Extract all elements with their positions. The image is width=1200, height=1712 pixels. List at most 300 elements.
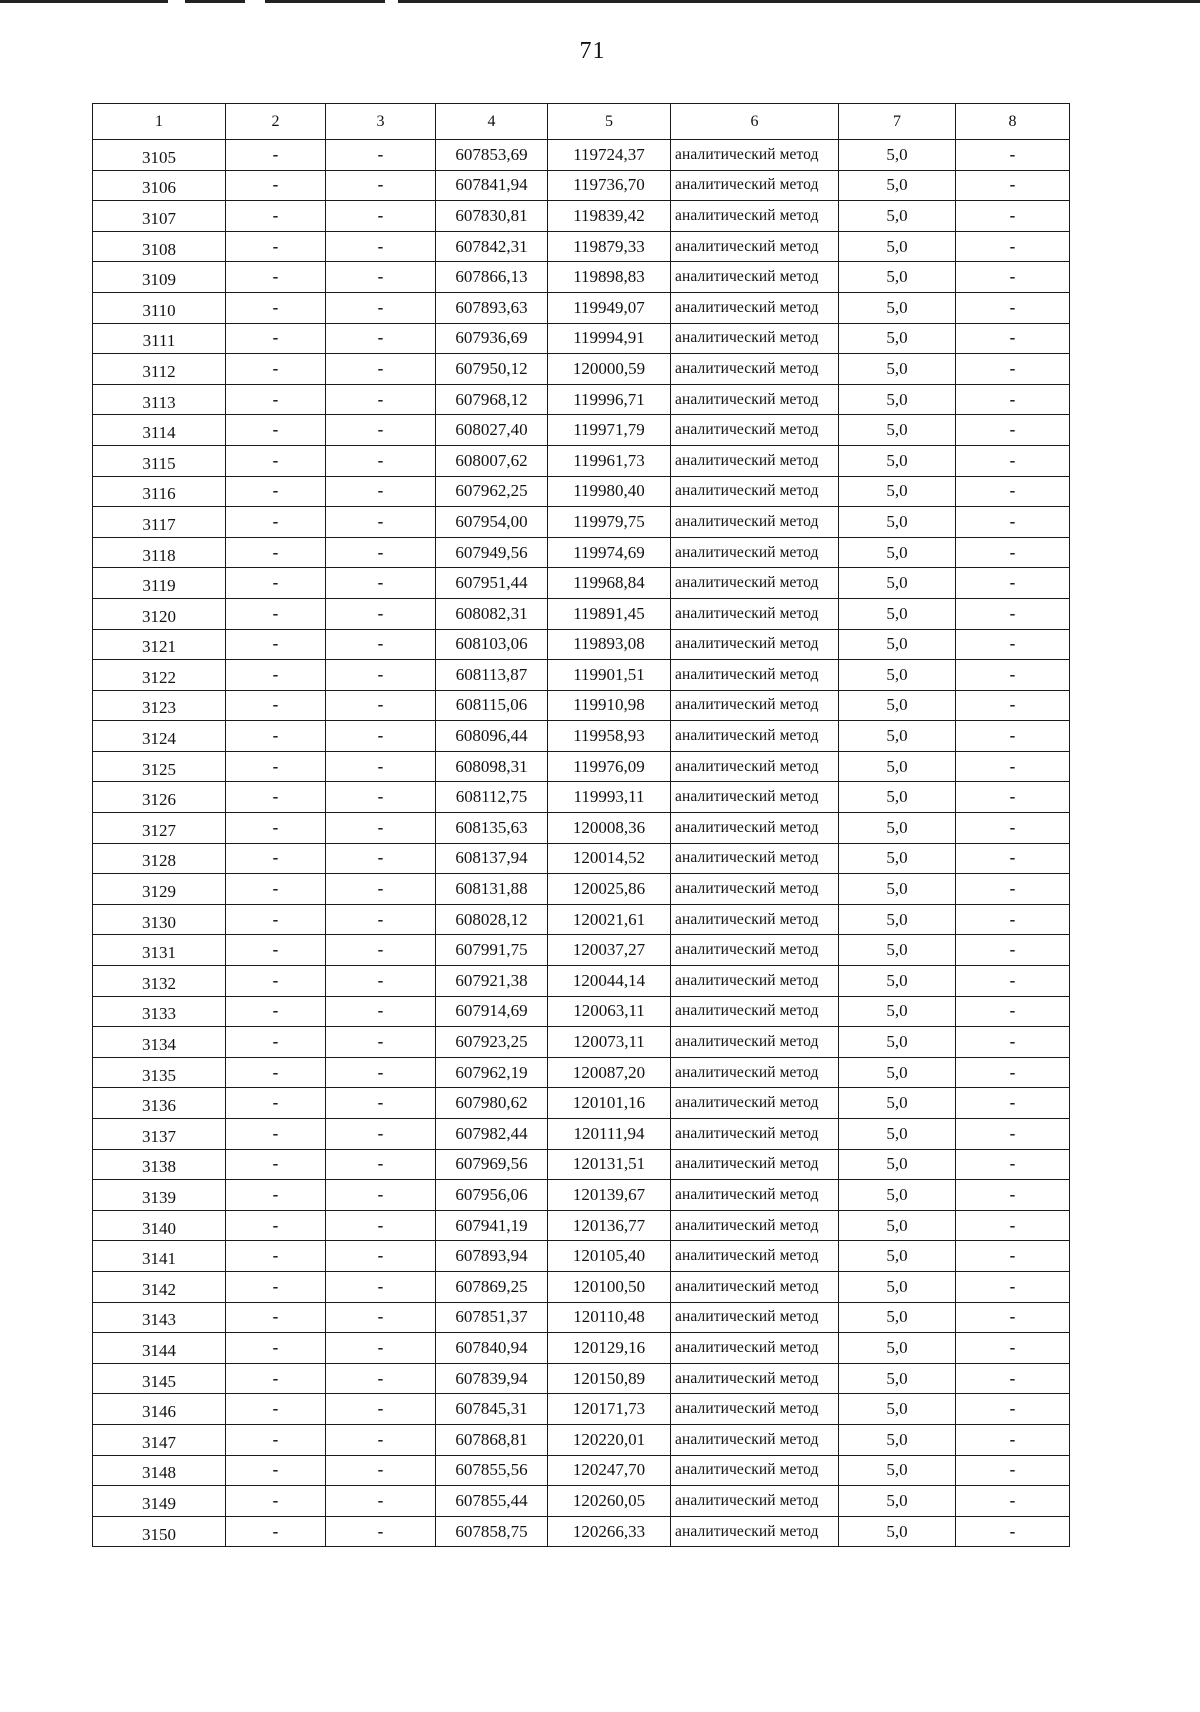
col8-cell: -	[956, 1119, 1070, 1150]
col2-cell: -	[226, 1302, 326, 1333]
method-cell: аналитический метод	[671, 874, 839, 905]
method-cell: аналитический метод	[671, 1302, 839, 1333]
point-number-cell: 3108	[93, 231, 226, 262]
col8-cell: -	[956, 1302, 1070, 1333]
col2-cell: -	[226, 323, 326, 354]
method-cell: аналитический метод	[671, 140, 839, 171]
accuracy-cell: 5,0	[839, 1394, 956, 1425]
col3-cell: -	[326, 445, 436, 476]
col3-cell: -	[326, 1119, 436, 1150]
method-cell: аналитический метод	[671, 782, 839, 813]
column-header: 1	[93, 104, 226, 140]
col3-cell: -	[326, 721, 436, 752]
col3-cell: -	[326, 201, 436, 232]
col8-cell: -	[956, 1180, 1070, 1211]
col2-cell: -	[226, 1333, 326, 1364]
y-coordinate-cell: 120073,11	[548, 1027, 671, 1058]
table-row	[93, 904, 1070, 935]
x-coordinate-cell: 608137,94	[436, 843, 548, 874]
col2-cell: -	[226, 1486, 326, 1517]
col3-cell: -	[326, 292, 436, 323]
col3-cell: -	[326, 690, 436, 721]
col2-cell: -	[226, 660, 326, 691]
method-cell: аналитический метод	[671, 1088, 839, 1119]
col3-cell: -	[326, 1088, 436, 1119]
x-coordinate-cell: 607936,69	[436, 323, 548, 354]
col3-cell: -	[326, 629, 436, 660]
col2-cell: -	[226, 904, 326, 935]
col3-cell: -	[326, 996, 436, 1027]
point-number-cell: 3145	[93, 1363, 226, 1394]
x-coordinate-cell: 608098,31	[436, 751, 548, 782]
table-row	[93, 629, 1070, 660]
method-cell: аналитический метод	[671, 170, 839, 201]
point-number-cell: 3142	[93, 1271, 226, 1302]
col2-cell: -	[226, 629, 326, 660]
y-coordinate-cell: 119968,84	[548, 568, 671, 599]
accuracy-cell: 5,0	[839, 874, 956, 905]
method-cell: аналитический метод	[671, 1455, 839, 1486]
accuracy-cell: 5,0	[839, 445, 956, 476]
col2-cell: -	[226, 1516, 326, 1547]
col3-cell: -	[326, 354, 436, 385]
y-coordinate-cell: 120100,50	[548, 1271, 671, 1302]
y-coordinate-cell: 119996,71	[548, 384, 671, 415]
method-cell: аналитический метод	[671, 445, 839, 476]
table-row	[93, 1241, 1070, 1272]
accuracy-cell: 5,0	[839, 1516, 956, 1547]
table-row	[93, 1180, 1070, 1211]
table-row	[93, 1302, 1070, 1333]
table-row	[93, 751, 1070, 782]
col2-cell: -	[226, 1088, 326, 1119]
y-coordinate-cell: 119898,83	[548, 262, 671, 293]
col2-cell: -	[226, 140, 326, 171]
point-number-cell: 3112	[93, 354, 226, 385]
point-number-cell: 3135	[93, 1057, 226, 1088]
y-coordinate-cell: 120111,94	[548, 1119, 671, 1150]
x-coordinate-cell: 607949,56	[436, 537, 548, 568]
x-coordinate-cell: 607969,56	[436, 1149, 548, 1180]
accuracy-cell: 5,0	[839, 1027, 956, 1058]
point-number-cell: 3106	[93, 170, 226, 201]
column-header: 5	[548, 104, 671, 140]
y-coordinate-cell: 120025,86	[548, 874, 671, 905]
point-number-cell: 3126	[93, 782, 226, 813]
x-coordinate-cell: 608135,63	[436, 813, 548, 844]
point-number-cell: 3125	[93, 751, 226, 782]
accuracy-cell: 5,0	[839, 1241, 956, 1272]
col8-cell: -	[956, 721, 1070, 752]
method-cell: аналитический метод	[671, 690, 839, 721]
accuracy-cell: 5,0	[839, 996, 956, 1027]
col2-cell: -	[226, 201, 326, 232]
method-cell: аналитический метод	[671, 1241, 839, 1272]
y-coordinate-cell: 120150,89	[548, 1363, 671, 1394]
col2-cell: -	[226, 568, 326, 599]
col8-cell: -	[956, 1455, 1070, 1486]
col3-cell: -	[326, 935, 436, 966]
point-number-cell: 3118	[93, 537, 226, 568]
col2-cell: -	[226, 292, 326, 323]
point-number-cell: 3114	[93, 415, 226, 446]
col3-cell: -	[326, 1424, 436, 1455]
point-number-cell: 3136	[93, 1088, 226, 1119]
accuracy-cell: 5,0	[839, 1486, 956, 1517]
point-number-cell: 3130	[93, 904, 226, 935]
method-cell: аналитический метод	[671, 966, 839, 997]
x-coordinate-cell: 607893,94	[436, 1241, 548, 1272]
col3-cell: -	[326, 660, 436, 691]
x-coordinate-cell: 607962,25	[436, 476, 548, 507]
table-row	[93, 935, 1070, 966]
col8-cell: -	[956, 996, 1070, 1027]
table-row	[93, 1027, 1070, 1058]
column-header: 4	[436, 104, 548, 140]
method-cell: аналитический метод	[671, 323, 839, 354]
accuracy-cell: 5,0	[839, 843, 956, 874]
col2-cell: -	[226, 1271, 326, 1302]
accuracy-cell: 5,0	[839, 629, 956, 660]
col3-cell: -	[326, 1241, 436, 1272]
col2-cell: -	[226, 445, 326, 476]
col2-cell: -	[226, 751, 326, 782]
col3-cell: -	[326, 874, 436, 905]
page-number: 71	[579, 38, 606, 64]
col8-cell: -	[956, 874, 1070, 905]
col2-cell: -	[226, 262, 326, 293]
table-row	[93, 874, 1070, 905]
point-number-cell: 3115	[93, 445, 226, 476]
x-coordinate-cell: 607914,69	[436, 996, 548, 1027]
x-coordinate-cell: 607962,19	[436, 1057, 548, 1088]
table-row	[93, 354, 1070, 385]
table-row	[93, 201, 1070, 232]
col3-cell: -	[326, 231, 436, 262]
point-number-cell: 3120	[93, 598, 226, 629]
x-coordinate-cell: 607954,00	[436, 507, 548, 538]
col8-cell: -	[956, 782, 1070, 813]
point-number-cell: 3124	[93, 721, 226, 752]
accuracy-cell: 5,0	[839, 1057, 956, 1088]
method-cell: аналитический метод	[671, 1333, 839, 1364]
x-coordinate-cell: 608103,06	[436, 629, 548, 660]
table-row	[93, 476, 1070, 507]
col2-cell: -	[226, 721, 326, 752]
col3-cell: -	[326, 415, 436, 446]
y-coordinate-cell: 120110,48	[548, 1302, 671, 1333]
table-row	[93, 721, 1070, 752]
accuracy-cell: 5,0	[839, 1271, 956, 1302]
table-row	[93, 1486, 1070, 1517]
table-row	[93, 813, 1070, 844]
accuracy-cell: 5,0	[839, 507, 956, 538]
col8-cell: -	[956, 1241, 1070, 1272]
method-cell: аналитический метод	[671, 415, 839, 446]
point-number-cell: 3127	[93, 813, 226, 844]
col3-cell: -	[326, 1455, 436, 1486]
method-cell: аналитический метод	[671, 1210, 839, 1241]
col8-cell: -	[956, 1088, 1070, 1119]
accuracy-cell: 5,0	[839, 1088, 956, 1119]
col2-cell: -	[226, 170, 326, 201]
method-cell: аналитический метод	[671, 201, 839, 232]
y-coordinate-cell: 120247,70	[548, 1455, 671, 1486]
col2-cell: -	[226, 813, 326, 844]
y-coordinate-cell: 119901,51	[548, 660, 671, 691]
table-row	[93, 140, 1070, 171]
col3-cell: -	[326, 751, 436, 782]
col2-cell: -	[226, 690, 326, 721]
accuracy-cell: 5,0	[839, 170, 956, 201]
x-coordinate-cell: 607951,44	[436, 568, 548, 599]
x-coordinate-cell: 608096,44	[436, 721, 548, 752]
x-coordinate-cell: 607868,81	[436, 1424, 548, 1455]
col8-cell: -	[956, 1516, 1070, 1547]
x-coordinate-cell: 607830,81	[436, 201, 548, 232]
method-cell: аналитический метод	[671, 537, 839, 568]
y-coordinate-cell: 119976,09	[548, 751, 671, 782]
x-coordinate-cell: 607853,69	[436, 140, 548, 171]
y-coordinate-cell: 119974,69	[548, 537, 671, 568]
col2-cell: -	[226, 1394, 326, 1425]
table-row	[93, 415, 1070, 446]
y-coordinate-cell: 120139,67	[548, 1180, 671, 1211]
x-coordinate-cell: 608027,40	[436, 415, 548, 446]
y-coordinate-cell: 120129,16	[548, 1333, 671, 1364]
col2-cell: -	[226, 1149, 326, 1180]
method-cell: аналитический метод	[671, 1516, 839, 1547]
col3-cell: -	[326, 384, 436, 415]
y-coordinate-cell: 120105,40	[548, 1241, 671, 1272]
table-row	[93, 598, 1070, 629]
col3-cell: -	[326, 1027, 436, 1058]
method-cell: аналитический метод	[671, 1180, 839, 1211]
y-coordinate-cell: 120014,52	[548, 843, 671, 874]
accuracy-cell: 5,0	[839, 1455, 956, 1486]
accuracy-cell: 5,0	[839, 1119, 956, 1150]
col8-cell: -	[956, 476, 1070, 507]
table-row	[93, 996, 1070, 1027]
col8-cell: -	[956, 1271, 1070, 1302]
method-cell: аналитический метод	[671, 384, 839, 415]
accuracy-cell: 5,0	[839, 568, 956, 599]
col8-cell: -	[956, 323, 1070, 354]
y-coordinate-cell: 119971,79	[548, 415, 671, 446]
method-cell: аналитический метод	[671, 1057, 839, 1088]
point-number-cell: 3148	[93, 1455, 226, 1486]
table-row	[93, 1394, 1070, 1425]
col2-cell: -	[226, 598, 326, 629]
accuracy-cell: 5,0	[839, 384, 956, 415]
col3-cell: -	[326, 1516, 436, 1547]
col8-cell: -	[956, 445, 1070, 476]
col2-cell: -	[226, 537, 326, 568]
accuracy-cell: 5,0	[839, 598, 956, 629]
accuracy-cell: 5,0	[839, 262, 956, 293]
col8-cell: -	[956, 568, 1070, 599]
x-coordinate-cell: 608028,12	[436, 904, 548, 935]
col2-cell: -	[226, 1363, 326, 1394]
col8-cell: -	[956, 1424, 1070, 1455]
x-coordinate-cell: 608113,87	[436, 660, 548, 691]
y-coordinate-cell: 120171,73	[548, 1394, 671, 1425]
col8-cell: -	[956, 598, 1070, 629]
y-coordinate-cell: 119839,42	[548, 201, 671, 232]
accuracy-cell: 5,0	[839, 1180, 956, 1211]
table-row	[93, 1149, 1070, 1180]
col2-cell: -	[226, 415, 326, 446]
x-coordinate-cell: 607855,56	[436, 1455, 548, 1486]
y-coordinate-cell: 120131,51	[548, 1149, 671, 1180]
method-cell: аналитический метод	[671, 568, 839, 599]
method-cell: аналитический метод	[671, 231, 839, 262]
table-row	[93, 1516, 1070, 1547]
point-number-cell: 3150	[93, 1516, 226, 1547]
col3-cell: -	[326, 507, 436, 538]
col8-cell: -	[956, 690, 1070, 721]
y-coordinate-cell: 120044,14	[548, 966, 671, 997]
col2-cell: -	[226, 1241, 326, 1272]
accuracy-cell: 5,0	[839, 1424, 956, 1455]
x-coordinate-cell: 607921,38	[436, 966, 548, 997]
method-cell: аналитический метод	[671, 935, 839, 966]
col3-cell: -	[326, 598, 436, 629]
col8-cell: -	[956, 262, 1070, 293]
x-coordinate-cell: 607941,19	[436, 1210, 548, 1241]
x-coordinate-cell: 607839,94	[436, 1363, 548, 1394]
col8-cell: -	[956, 1057, 1070, 1088]
col3-cell: -	[326, 323, 436, 354]
table-row	[93, 1119, 1070, 1150]
x-coordinate-cell: 608115,06	[436, 690, 548, 721]
method-cell: аналитический метод	[671, 507, 839, 538]
point-number-cell: 3123	[93, 690, 226, 721]
y-coordinate-cell: 119910,98	[548, 690, 671, 721]
method-cell: аналитический метод	[671, 1486, 839, 1517]
point-number-cell: 3146	[93, 1394, 226, 1425]
point-number-cell: 3144	[93, 1333, 226, 1364]
y-coordinate-cell: 120063,11	[548, 996, 671, 1027]
method-cell: аналитический метод	[671, 476, 839, 507]
x-coordinate-cell: 607858,75	[436, 1516, 548, 1547]
method-cell: аналитический метод	[671, 1424, 839, 1455]
table-row	[93, 568, 1070, 599]
col3-cell: -	[326, 904, 436, 935]
col2-cell: -	[226, 996, 326, 1027]
accuracy-cell: 5,0	[839, 323, 956, 354]
table-row	[93, 690, 1070, 721]
method-cell: аналитический метод	[671, 1119, 839, 1150]
x-coordinate-cell: 608131,88	[436, 874, 548, 905]
method-cell: аналитический метод	[671, 1027, 839, 1058]
col8-cell: -	[956, 629, 1070, 660]
col3-cell: -	[326, 1210, 436, 1241]
table-row	[93, 1363, 1070, 1394]
col8-cell: -	[956, 1486, 1070, 1517]
accuracy-cell: 5,0	[839, 140, 956, 171]
point-number-cell: 3133	[93, 996, 226, 1027]
table-row	[93, 170, 1070, 201]
x-coordinate-cell: 608082,31	[436, 598, 548, 629]
col3-cell: -	[326, 1180, 436, 1211]
accuracy-cell: 5,0	[839, 354, 956, 385]
col2-cell: -	[226, 507, 326, 538]
y-coordinate-cell: 120136,77	[548, 1210, 671, 1241]
table-row	[93, 782, 1070, 813]
point-number-cell: 3138	[93, 1149, 226, 1180]
column-header: 7	[839, 104, 956, 140]
method-cell: аналитический метод	[671, 904, 839, 935]
x-coordinate-cell: 608007,62	[436, 445, 548, 476]
col2-cell: -	[226, 1119, 326, 1150]
col8-cell: -	[956, 170, 1070, 201]
method-cell: аналитический метод	[671, 996, 839, 1027]
y-coordinate-cell: 119879,33	[548, 231, 671, 262]
col2-cell: -	[226, 476, 326, 507]
point-number-cell: 3116	[93, 476, 226, 507]
table-row	[93, 966, 1070, 997]
point-number-cell: 3143	[93, 1302, 226, 1333]
col8-cell: -	[956, 384, 1070, 415]
accuracy-cell: 5,0	[839, 690, 956, 721]
point-number-cell: 3140	[93, 1210, 226, 1241]
point-number-cell: 3147	[93, 1424, 226, 1455]
col3-cell: -	[326, 568, 436, 599]
y-coordinate-cell: 119994,91	[548, 323, 671, 354]
y-coordinate-cell: 120101,16	[548, 1088, 671, 1119]
col3-cell: -	[326, 1486, 436, 1517]
table-row	[93, 1088, 1070, 1119]
table-row	[93, 660, 1070, 691]
col3-cell: -	[326, 813, 436, 844]
col2-cell: -	[226, 354, 326, 385]
method-cell: аналитический метод	[671, 751, 839, 782]
method-cell: аналитический метод	[671, 721, 839, 752]
table-row	[93, 445, 1070, 476]
col8-cell: -	[956, 537, 1070, 568]
accuracy-cell: 5,0	[839, 201, 956, 232]
x-coordinate-cell: 607980,62	[436, 1088, 548, 1119]
col8-cell: -	[956, 140, 1070, 171]
col8-cell: -	[956, 507, 1070, 538]
col8-cell: -	[956, 966, 1070, 997]
method-cell: аналитический метод	[671, 262, 839, 293]
accuracy-cell: 5,0	[839, 1363, 956, 1394]
accuracy-cell: 5,0	[839, 904, 956, 935]
table-row	[93, 1455, 1070, 1486]
accuracy-cell: 5,0	[839, 751, 956, 782]
accuracy-cell: 5,0	[839, 231, 956, 262]
point-number-cell: 3131	[93, 935, 226, 966]
col8-cell: -	[956, 935, 1070, 966]
col2-cell: -	[226, 843, 326, 874]
col8-cell: -	[956, 904, 1070, 935]
col8-cell: -	[956, 1394, 1070, 1425]
x-coordinate-cell: 607840,94	[436, 1333, 548, 1364]
point-number-cell: 3149	[93, 1486, 226, 1517]
y-coordinate-cell: 120037,27	[548, 935, 671, 966]
col3-cell: -	[326, 476, 436, 507]
col2-cell: -	[226, 966, 326, 997]
column-header: 2	[226, 104, 326, 140]
table-row	[93, 1424, 1070, 1455]
col8-cell: -	[956, 1149, 1070, 1180]
table-row	[93, 1210, 1070, 1241]
col2-cell: -	[226, 935, 326, 966]
y-coordinate-cell: 120021,61	[548, 904, 671, 935]
col2-cell: -	[226, 1180, 326, 1211]
